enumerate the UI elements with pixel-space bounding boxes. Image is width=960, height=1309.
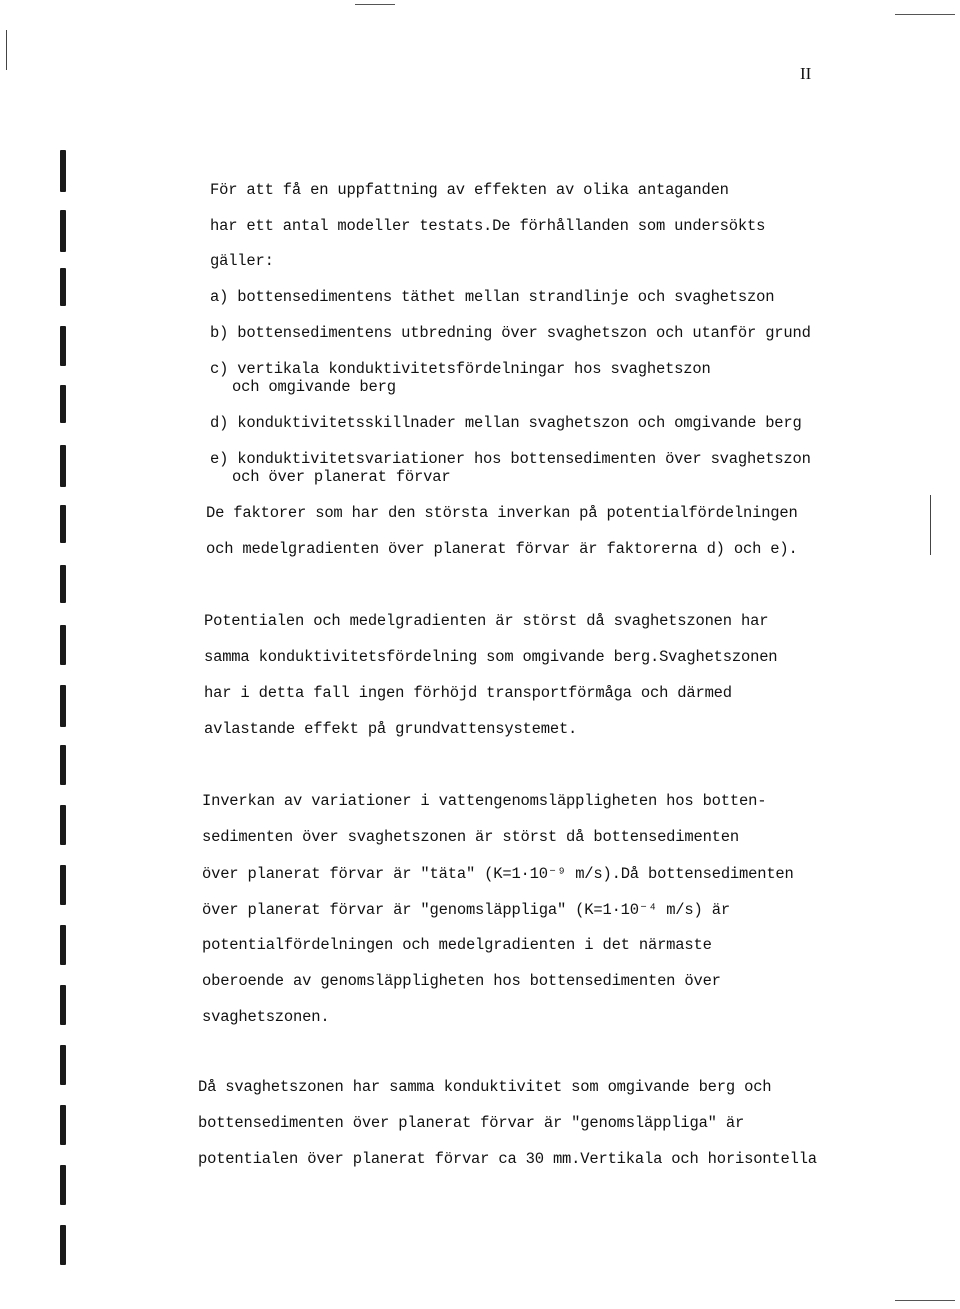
text-line: har ett antal modeller testats.De förhållanden som undersökts: [210, 217, 766, 235]
text-line: gäller:: [210, 252, 274, 270]
text-line: potentialen över planerat förvar ca 30 mm.Vertikala och horisontella: [198, 1150, 817, 1168]
list-item-c: c) vertikala konduktivitetsfördelningar hos svaghetszon: [210, 360, 711, 378]
text-line: Potentialen och medelgradienten är störst då svaghetszonen har: [204, 612, 769, 630]
binding-mark: [60, 1045, 66, 1085]
binding-mark: [60, 685, 66, 727]
binding-mark: [60, 985, 66, 1025]
text-line: svaghetszonen.: [202, 1008, 330, 1026]
binding-mark: [60, 565, 66, 603]
binding-mark: [60, 865, 66, 905]
list-item-e: e) konduktivitetsvariationer hos bottensedimenten över svaghetszon: [210, 450, 811, 468]
list-item-a: a) bottensedimentens täthet mellan strandlinje och svaghetszon: [210, 288, 775, 306]
binding-mark: [60, 1165, 66, 1205]
text-line: potentialfördelningen och medelgradienten i det närmaste: [202, 936, 712, 954]
binding-mark: [60, 326, 66, 366]
scan-artifact: [895, 14, 955, 15]
binding-mark: [60, 385, 66, 423]
text-line: samma konduktivitetsfördelning som omgivande berg.Svaghetszonen: [204, 648, 778, 666]
text-line: avlastande effekt på grundvattensystemet.: [204, 720, 578, 738]
list-item-c-cont: och omgivande berg: [232, 378, 396, 396]
list-item-d: d) konduktivitetsskillnader mellan svaghetszon och omgivande berg: [210, 414, 802, 432]
text-line: De faktorer som har den största inverkan på potentialfördelningen: [206, 504, 798, 522]
binding-mark: [60, 1225, 66, 1265]
binding-mark: [60, 150, 66, 192]
list-item-e-cont: och över planerat förvar: [232, 468, 451, 486]
list-item-b: b) bottensedimentens utbredning över svaghetszon och utanför grund: [210, 324, 811, 342]
text-line: För att få en uppfattning av effekten av olika antaganden: [210, 181, 729, 199]
page-number: II: [800, 64, 812, 83]
scan-artifact: [355, 4, 395, 5]
binding-mark: [60, 268, 66, 306]
text-line: Då svaghetszonen har samma konduktivitet som omgivande berg och: [198, 1078, 772, 1096]
text-line: bottensedimenten över planerat förvar är "genomsläppliga" är: [198, 1114, 745, 1132]
binding-mark: [60, 445, 66, 487]
scan-artifact: [930, 495, 931, 555]
text-line: oberoende av genomsläppligheten hos bottensedimenten över: [202, 972, 721, 990]
binding-mark: [60, 1105, 66, 1145]
binding-mark: [60, 625, 66, 665]
text-line: och medelgradienten över planerat förvar är faktorerna d) och e).: [206, 540, 798, 558]
binding-mark: [60, 925, 66, 965]
scan-artifact: [895, 1300, 955, 1301]
text-line: Inverkan av variationer i vattengenomsläppligheten hos botten-: [202, 792, 767, 810]
binding-mark: [60, 805, 66, 845]
binding-mark: [60, 745, 66, 785]
text-line: över planerat förvar är "genomsläppliga" (K=1·10⁻⁴ m/s) är: [202, 901, 730, 919]
text-line: över planerat förvar är "täta" (K=1·10⁻⁹ m/s).Då bottensedimenten: [202, 865, 794, 883]
scan-artifact: [6, 30, 7, 70]
text-line: sedimenten över svaghetszonen är störst då bottensedimenten: [202, 828, 739, 846]
text-line: har i detta fall ingen förhöjd transportförmåga och därmed: [204, 684, 732, 702]
binding-mark: [60, 210, 66, 252]
binding-mark: [60, 505, 66, 543]
